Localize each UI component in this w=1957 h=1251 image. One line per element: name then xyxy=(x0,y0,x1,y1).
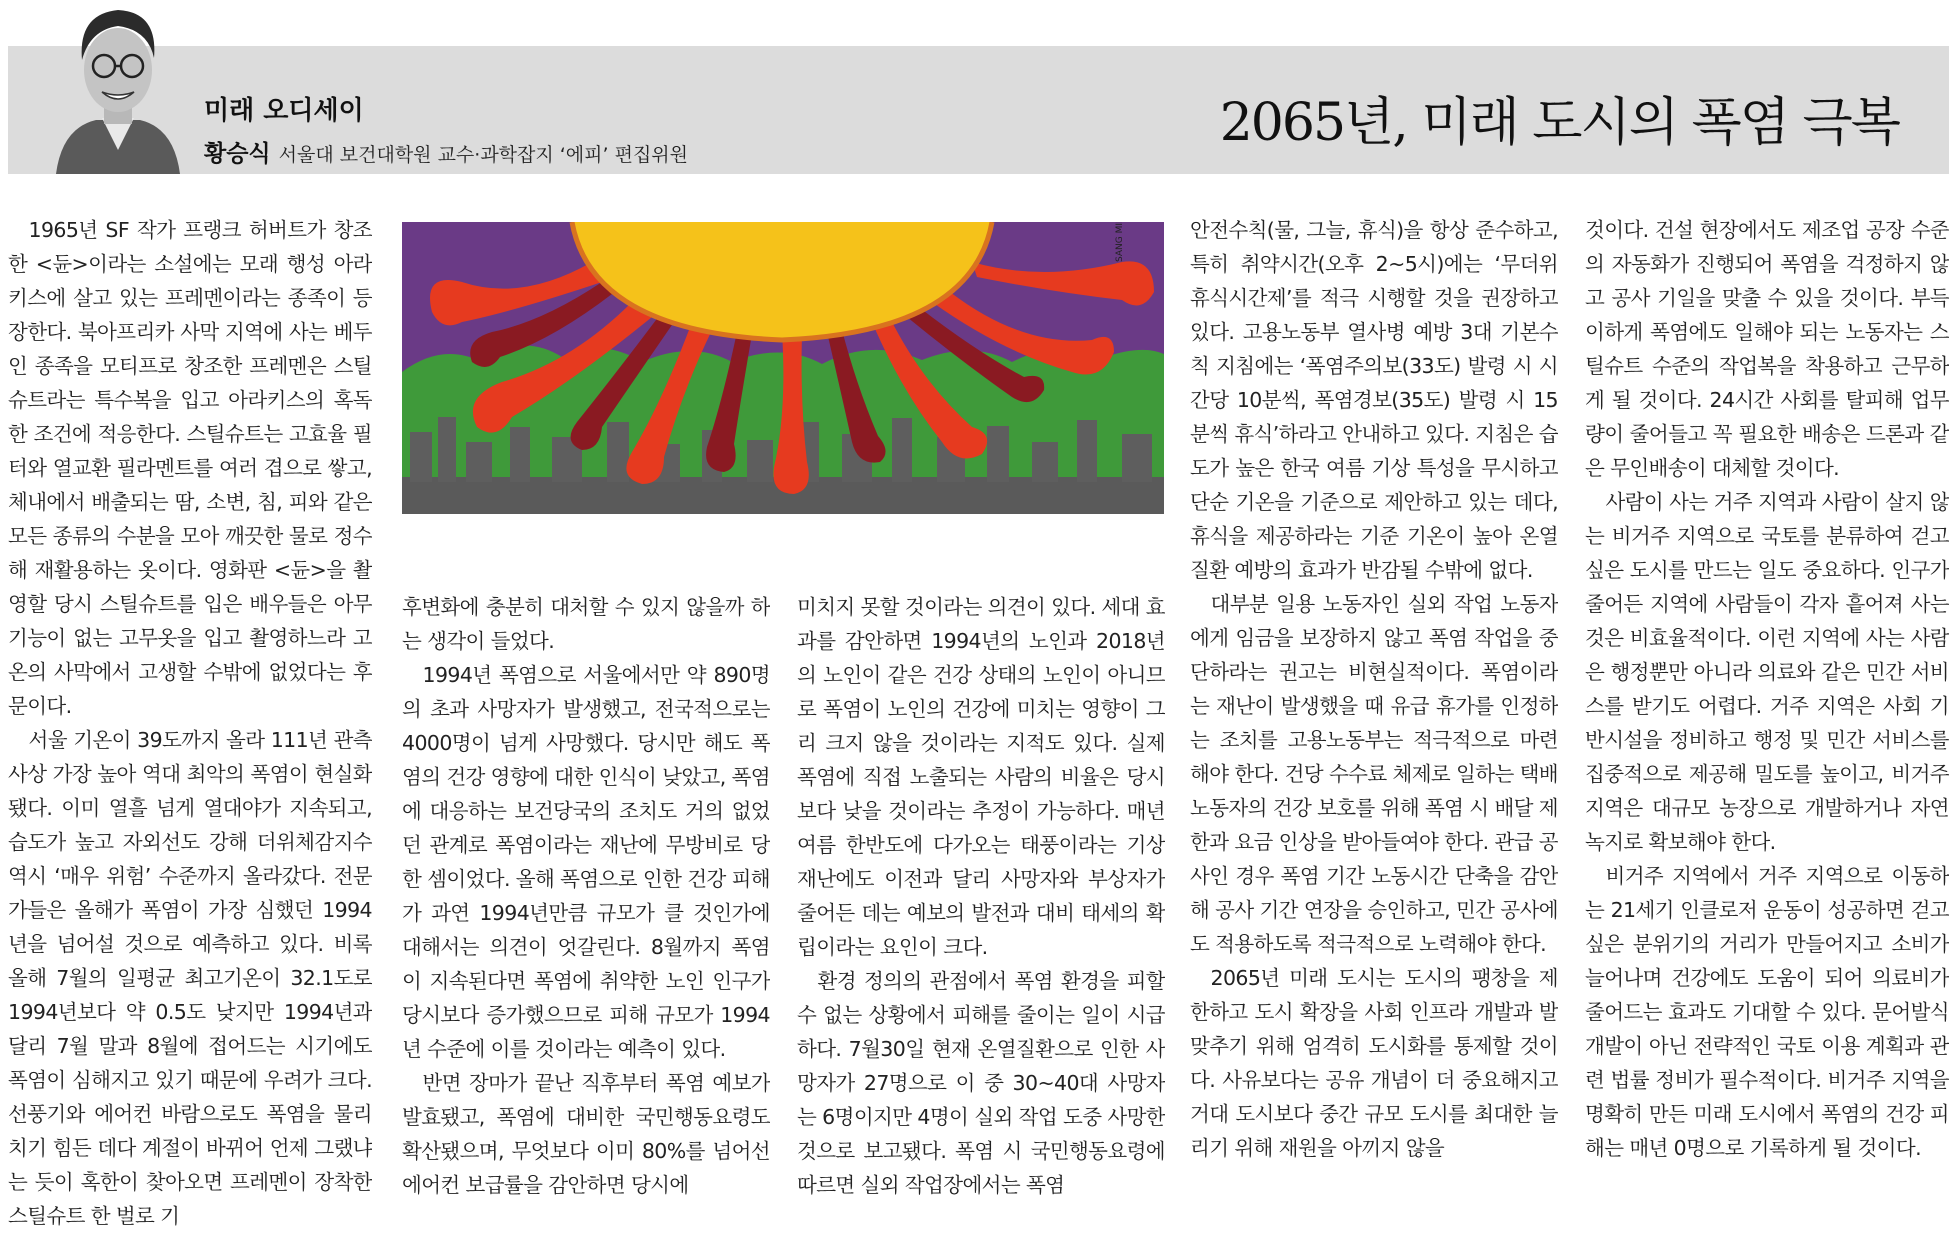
article-column-3 xyxy=(797,590,1165,1251)
article-column-2 xyxy=(402,590,770,1251)
article-column-4 xyxy=(1190,213,1558,1251)
headline: 2065년, 미래 도시의 폭염 극복 xyxy=(1219,93,1899,153)
paragraph: 비거주 지역에서 거주 지역으로 이동하는 21세기 인클로저 운동이 성공하면 걷고 싶은 분위기의 거리가 만들어지고 소비가 늘어나며 건강에도 도움이 되어 의료비가 줄어드는 효과도 기대할 수 있다. 문어발식 개발이 아닌 전략적인 국토 이용 계획과 관련 법률 정비가 필수적이다. 비거주 지역을 명확히 만든 미래 도시에서 폭염의 건강 피해는 매년 0명으로 기록하게 될 것이다. xyxy=(1585,864,1949,1160)
author-title: 서울대 보건대학원 교수·과학잡지 ‘에피’ 편집위원 xyxy=(278,144,689,166)
author-line xyxy=(204,135,688,168)
paragraph: 1965년 SF 작가 프랭크 허버트가 창조한 <듄>이라는 소설에는 모래 행성 아라키스에 살고 있는 프레멘이라는 종족이 등장한다. 북아프리카 사막 지역에 사는 베두인 종족을 모티프로 창조한 프레멘은 스틸슈트라는 특수복을 입고 아라키스의 혹독한 조건에 적응한다. 스틸슈트는 고효율 필터와 열교환 필라멘트를 여러 겹으로 쌓고, 체내에서 배출되는 땀, 소변, 침, 피와 같은 모든 종류의 수분을 모아 깨끗한 물로 정수해 재활용하는 옷이다. 영화판 <듄>을 촬영할 당시 스틸슈트를 입은 배우들은 아무 기능이 없는 고무옷을 입고 촬영하느라 고온의 사막에서 고생할 수밖에 없었다는 후문이다. xyxy=(8,218,372,718)
author-name: 황승식 xyxy=(204,141,271,167)
article-column-1 xyxy=(8,213,372,1251)
paragraph: 안전수칙(물, 그늘, 휴식)을 항상 준수하고, 특히 취약시간(오후 2~5시)에는 ‘무더위 휴식시간제’를 적극 시행할 것을 권장하고 있다. 고용노동부 열사병 예방 3대 기본수칙 지침에는 ‘폭염주의보(33도) 발령 시 시간당 10분씩, 폭염경보(35도) 발령 시 15분씩 휴식’하라고 안내하고 있다. 지침은 습도가 높은 한국 여름 기상 특성을 무시하고 단순 기온을 기준으로 제안하고 있는 데다, 휴식을 제공하라는 기준 기온이 높아 온열 질환 예방의 효과가 반감될 수밖에 없다. xyxy=(1190,218,1558,582)
paragraph: 1994년 폭염으로 서울에서만 약 890명의 초과 사망자가 발생했고, 전국적으로는 4000명이 넘게 사망했다. 당시만 해도 폭염의 건강 영향에 대한 인식이 낮았고, 폭염에 대응하는 보건당국의 조치도 거의 없었던 관계로 폭염이라는 재난에 무방비로 당한 셈이었다. 올해 폭염으로 인한 건강 피해가 과연 1994년만큼 규모가 클 것인가에 대해서는 의견이 엇갈린다. 8월까지 폭염이 지속된다면 폭염에 취약한 노인 인구가 당시보다 증가했으므로 피해 규모가 1994년 수준에 이를 것이라는 예측이 있다. xyxy=(402,663,770,1061)
paragraph: 대부분 일용 노동자인 실외 작업 노동자에게 임금을 보장하지 않고 폭염 작업을 중단하라는 권고는 비현실적이다. 폭염이라는 재난이 발생했을 때 유급 휴가를 인정하는 조치를 고용노동부는 적극적으로 마련해야 한다. 건당 수수료 체제로 일하는 택배 노동자의 건강 보호를 위해 폭염 시 배달 제한과 요금 인상을 받아들여야 한다. 관급 공사인 경우 폭염 기간 노동시간 단축을 감안해 공사 기간 연장을 승인하고, 민간 공사에도 적용하도록 적극적으로 노력해야 한다. xyxy=(1190,592,1558,956)
paragraph: 미치지 못할 것이라는 의견이 있다. 세대 효과를 감안하면 1994년의 노인과 2018년의 노인이 같은 건강 상태의 노인이 아니므로 폭염이 노인의 건강에 미치는 영향이 그리 크지 않을 것이라는 지적도 있다. 실제 폭염에 직접 노출되는 사람의 비율은 당시보다 낮을 것이라는 추정이 가능하다. 매년 여름 한반도에 다가오는 태풍이라는 기상 재난에도 이전과 달리 사망자와 부상자가 줄어든 데는 예보의 발전과 대비 태세의 확립이라는 요인이 크다. xyxy=(797,595,1165,959)
illustrator-signature: SANG MIN xyxy=(1115,222,1125,262)
article-column-5 xyxy=(1585,213,1949,1251)
paragraph: 반면 장마가 끝난 직후부터 폭염 예보가 발효됐고, 폭염에 대비한 국민행동요령도 확산됐으며, 무엇보다 이미 80%를 넘어선 에어컨 보급률을 감안하면 당시에 xyxy=(402,1071,770,1197)
column-label: 미래 오디세이 xyxy=(204,96,364,126)
paragraph: 2065년 미래 도시는 도시의 팽창을 제한하고 도시 확장을 사회 인프라 개발과 발맞추기 위해 엄격히 도시화를 통제할 것이다. 사유보다는 공유 개념이 더 중요해지고 거대 도시보다 중간 규모 도시를 최대한 늘리기 위해 재원을 아끼지 않을 xyxy=(1190,966,1558,1160)
author-photo xyxy=(52,0,184,174)
paragraph: 사람이 사는 거주 지역과 사람이 살지 않는 비거주 지역으로 국토를 분류하여 걷고 싶은 도시를 만드는 일도 중요하다. 인구가 줄어든 지역에 사람들이 각자 흩어져 사는 것은 비효율적이다. 이런 지역에 사는 사람은 행정뿐만 아니라 의료와 같은 민간 서비스를 받기도 어렵다. 거주 지역은 사회 기반시설을 정비하고 행정 및 민간 서비스를 집중적으로 제공해 밀도를 높이고, 비거주 지역은 대규모 농장으로 개발하거나 자연 녹지로 확보해야 한다. xyxy=(1585,490,1949,854)
paragraph: 서울 기온이 39도까지 올라 111년 관측 사상 가장 높아 역대 최악의 폭염이 현실화됐다. 이미 열흘 넘게 열대야가 지속되고, 습도가 높고 자외선도 강해 더위체감지수 역시 ‘매우 위험’ 수준까지 올라갔다. 전문가들은 올해가 폭염이 가장 심했던 1994년을 넘어설 것으로 예측하고 있다. 비록 올해 7월의 일평균 최고기온이 32.1도로 1994년보다 약 0.5도 낮지만 1994년과 달리 7월 말과 8월에 접어드는 시기에도 폭염이 심해지고 있기 때문에 우려가 크다. 선풍기와 에어컨 바람으로도 폭염을 물리치기 힘든 데다 계절이 바뀌어 언제 그랬냐는 듯이 혹한이 찾아오면 프레멘이 장착한 스틸슈트 한 벌로 기 xyxy=(8,728,372,1228)
sun-city-illustration xyxy=(402,222,1164,514)
paragraph: 환경 정의의 관점에서 폭염 환경을 피할 수 없는 상황에서 피해를 줄이는 일이 시급하다. 7월30일 현재 온열질환으로 인한 사망자가 27명으로 이 중 30~40대 사망자는 6명이지만 4명이 실외 작업 도중 사망한 것으로 보고됐다. 폭염 시 국민행동요령에 따르면 실외 작업장에서는 폭염 xyxy=(797,969,1165,1197)
paragraph: 후변화에 충분히 대처할 수 있지 않을까 하는 생각이 들었다. xyxy=(402,595,770,653)
paragraph: 것이다. 건설 현장에서도 제조업 공장 수준의 자동화가 진행되어 폭염을 걱정하지 않고 공사 기일을 맞출 수 있을 것이다. 부득이하게 폭염에도 일해야 되는 노동자는 스틸슈트 수준의 작업복을 착용하고 근무하게 될 것이다. 24시간 사회를 탈피해 업무량이 줄어들고 꼭 필요한 배송은 드론과 같은 무인배송이 대체할 것이다. xyxy=(1585,218,1949,480)
